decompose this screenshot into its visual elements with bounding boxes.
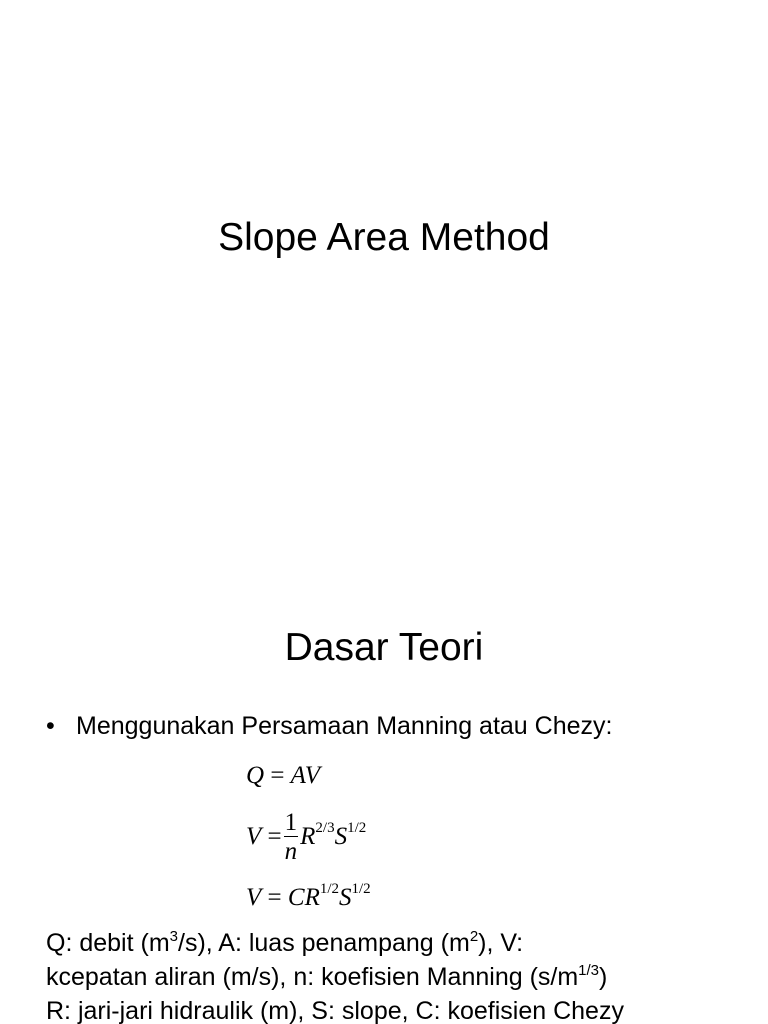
fraction: $\frac{1}{n}$ xyxy=(284,809,298,865)
variable-definitions xyxy=(46,926,758,1024)
slide-title: Dasar Teori xyxy=(284,626,484,669)
definition-line-2: kcepatan aliran (m/s), n: koefisien Manning $(s/m^{1/3})$ xyxy=(46,962,608,991)
equation-chezy: $V = CR^{1/2}S^{1/2}$ xyxy=(246,881,371,911)
definition-line-3: R: jari-jari hidraulik (m), S: slope, C: koefisien Chezy xyxy=(46,997,624,1024)
slide-2 xyxy=(0,576,768,1024)
equation-manning: V = $\frac{1}{n}$ $R^{2/3}S^{1/2}$ xyxy=(246,809,367,865)
slide-title: Slope Area Method xyxy=(218,216,550,259)
bullet-text: Menggunakan Persamaan Manning atau Chezy: xyxy=(76,712,613,740)
equation-q-av: Q = AV xyxy=(246,762,320,789)
definition-line-1: Q: debit $(m^3/s)$, A: luas penampang $(m^2)$, V: xyxy=(46,928,524,957)
bullet-icon: • xyxy=(46,712,55,740)
bullet-item xyxy=(46,712,612,741)
